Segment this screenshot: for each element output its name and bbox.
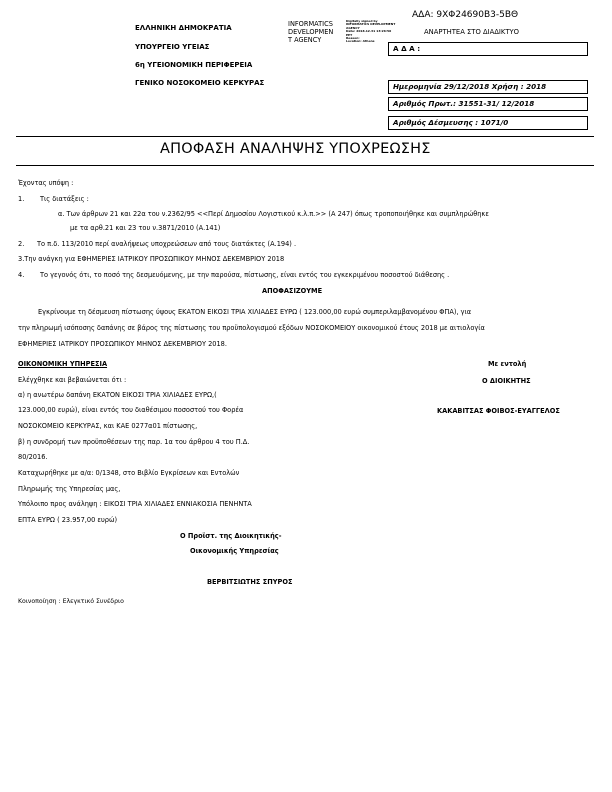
considering-heading: Έχοντας υπόψη : bbox=[18, 179, 74, 187]
check-b-line2: 80/2016. bbox=[18, 453, 48, 461]
remaining-line1: Υπόλοιπο προς ανάληψη : ΕΙΚΟΣΙ ΤΡΙΑ ΧΙΛΙΑΔΕΣ ΕΝΝΙΑΚΟΣΙΑ ΠΕΝΗΝΤΑ bbox=[18, 500, 252, 508]
item-1a-line2: με τα αρθ.21 και 23 του ν.3871/2010 (Α.141) bbox=[70, 224, 221, 232]
stamp-line: INFORMATICS bbox=[288, 20, 333, 28]
stamp-line: DEVELOPMEN bbox=[288, 28, 334, 36]
title-rule-top bbox=[16, 136, 594, 137]
checked-text: Ελέγχθηκε και βεβαιώνεται ότι : bbox=[18, 376, 127, 384]
signature-details bbox=[346, 20, 395, 44]
publish-label: ΑΝΑΡΤΗΤΕΑ ΣΤΟ ΔΙΑΔΙΚΤΥΟ bbox=[424, 28, 520, 36]
item-1-text: Τις διατάξεις : bbox=[40, 195, 89, 203]
by-order-label: Με εντολή bbox=[488, 360, 527, 368]
item-2-number: 2. bbox=[18, 240, 25, 248]
registered-line2: Πληρωμής της Υπηρεσίας μας, bbox=[18, 485, 121, 493]
date-box: Ημερομηνία 29/12/2018 Χρήση : 2018 bbox=[388, 80, 588, 94]
header-hospital: ΓΕΝΙΚΟ ΝΟΣΟΚΟΜΕΙΟ ΚΕΡΚΥΡΑΣ bbox=[135, 79, 265, 87]
stamp-line: T AGENCY bbox=[288, 36, 322, 44]
item-4-text: Το γεγονός ότι, το ποσό της δεσμευόμενης, με την παρούσα, πίστωσης, είναι εντός του εγκεκριμένου ποσοστού διάθεσης . bbox=[40, 271, 450, 279]
decision-heading: ΑΠΟΦΑΣΙΖΟΥΜΕ bbox=[262, 287, 323, 295]
sig-line: Digitally signed by bbox=[346, 19, 378, 23]
header-republic: ΕΛΛΗΝΙΚΗ ΔΗΜΟΚΡΑΤΙΑ bbox=[135, 24, 232, 32]
financial-service-heading: ΟΙΚΟΝΟΜΙΚΗ ΥΠΗΡΕΣΙΑ bbox=[18, 360, 108, 368]
director-name: ΚΑΚΑΒΙΤΣΑΣ ΦΟΙΒΟΣ-ΕΥΑΓΓΕΛΟΣ bbox=[437, 407, 560, 415]
approve-line-3: ΕΦΗΜΕΡΙΕΣ ΙΑΤΡΙΚΟΥ ΠΡΟΣΩΠΙΚΟΥ ΜΗΝΟΣ ΔΕΚΕΜΒΡΙΟΥ 2018. bbox=[18, 340, 227, 348]
sig-line: AGENCY bbox=[346, 25, 360, 30]
title-rule-bottom bbox=[16, 165, 594, 166]
item-3-text: 3.Την ανάγκη για ΕΦΗΜΕΡΙΕΣ ΙΑΤΡΙΚΟΥ ΠΡΟΣΩΠΙΚΟΥ ΜΗΝΟΣ ΔΕΚΕΜΒΡΙΟΥ 2018 bbox=[18, 255, 285, 263]
head-title-line2: Οικονομικής Υπηρεσίας bbox=[190, 547, 279, 555]
signature-stamp bbox=[288, 20, 333, 44]
check-b-line1: β) η συνδρομή των προϋποθέσεων της παρ. 1α του άρθρου 4 του Π.Δ. bbox=[18, 438, 250, 446]
ada-box: Α Δ Α : bbox=[388, 42, 588, 56]
approve-line-2: την πληρωμή ισόποσης δαπάνης σε βάρος της πίστωσης του προϋπολογισμού εξόδων ΝΟΣΟΚΟΜΕΙΟΥ οικονομικού έτους 2018 με αιτιολογία bbox=[18, 324, 485, 332]
sig-line: Location: Athens bbox=[346, 39, 375, 44]
check-a-line2: 123.000,00 ευρώ), είναι εντός του διαθέσιμου ποσοστού του Φορέα bbox=[18, 406, 244, 414]
director-title: Ο ΔΙΟΙΚΗΤΗΣ bbox=[482, 377, 531, 385]
item-1a-line1: α. Των άρθρων 21 και 22α του ν.2362/95 <<Περί Δημοσίου Λογιστικού κ.λ.π.>> (Α 247) όπως τροποποιήθηκε και συμπληρώθηκε bbox=[58, 210, 489, 218]
head-title-line1: Ο Προϊστ. της Διοικητικής- bbox=[180, 532, 282, 540]
head-name: ΒΕΡΒΙΤΣΙΩΤΗΣ ΣΠΥΡΟΣ bbox=[207, 578, 293, 586]
ada-number: ΑΔΑ: 9ΧΦ24690Β3-5ΒΘ bbox=[412, 10, 519, 20]
protocol-box: Αριθμός Πρωτ.: 31551-31/ 12/2018 bbox=[388, 97, 588, 111]
document-title: ΑΠΟΦΑΣΗ ΑΝΑΛΗΨΗΣ ΥΠΟΧΡΕΩΣΗΣ bbox=[160, 141, 431, 157]
header-ministry: ΥΠΟΥΡΓΕΙΟ ΥΓΕΙΑΣ bbox=[135, 43, 210, 51]
header-region: 6η ΥΓΕΙΟΝΟΜΙΚΗ ΠΕΡΙΦΕΡΕΙΑ bbox=[135, 61, 253, 69]
item-4-number: 4. bbox=[18, 271, 25, 279]
approve-line-1: Εγκρίνουμε τη δέσμευση πίστωσης ύψους ΕΚΑΤΟΝ ΕΙΚΟΣΙ ΤΡΙΑ ΧΙΛΙΑΔΕΣ ΕΥΡΩ ( 123.000,00 ευρώ συμπεριλαμβανομένου ΦΠΑ), για bbox=[38, 308, 472, 316]
check-a-line3: ΝΟΣΟΚΟΜΕΙΟ ΚΕΡΚΥΡΑΣ, και ΚΑΕ 0277α01 πίστωσης, bbox=[18, 422, 198, 430]
item-2-text: Το π.δ. 113/2010 περί αναλήψεως υποχρεώσεων από τους διατάκτες (Α.194) . bbox=[37, 240, 297, 248]
registered-line1: Καταχωρήθηκε με α/α: 0/1348, στο Βιβλίο Εγκρίσεων και Εντολών bbox=[18, 469, 240, 477]
sig-line: INFORMATICS DEVELOPMENT bbox=[346, 22, 396, 27]
remaining-line2: ΕΠΤΑ ΕΥΡΩ ( 23.957,00 ευρώ) bbox=[18, 516, 118, 524]
check-a-line1: α) η ανωτέρω δαπάνη ΕΚΑΤΟΝ ΕΙΚΟΣΙ ΤΡΙΑ ΧΙΛΙΑΔΕΣ ΕΥΡΩ,( bbox=[18, 391, 217, 399]
sig-line: EET bbox=[346, 32, 353, 37]
sig-line: Reason: bbox=[346, 36, 360, 41]
notification-text: Κοινοποίηση : Ελεγκτικό Συνέδριο bbox=[18, 598, 124, 605]
item-1-number: 1. bbox=[18, 195, 25, 203]
sig-line: Date: 2018.12.31 13:26:50 bbox=[346, 29, 392, 34]
commitment-box: Αριθμός Δέσμευσης : 1071/0 bbox=[388, 116, 588, 130]
